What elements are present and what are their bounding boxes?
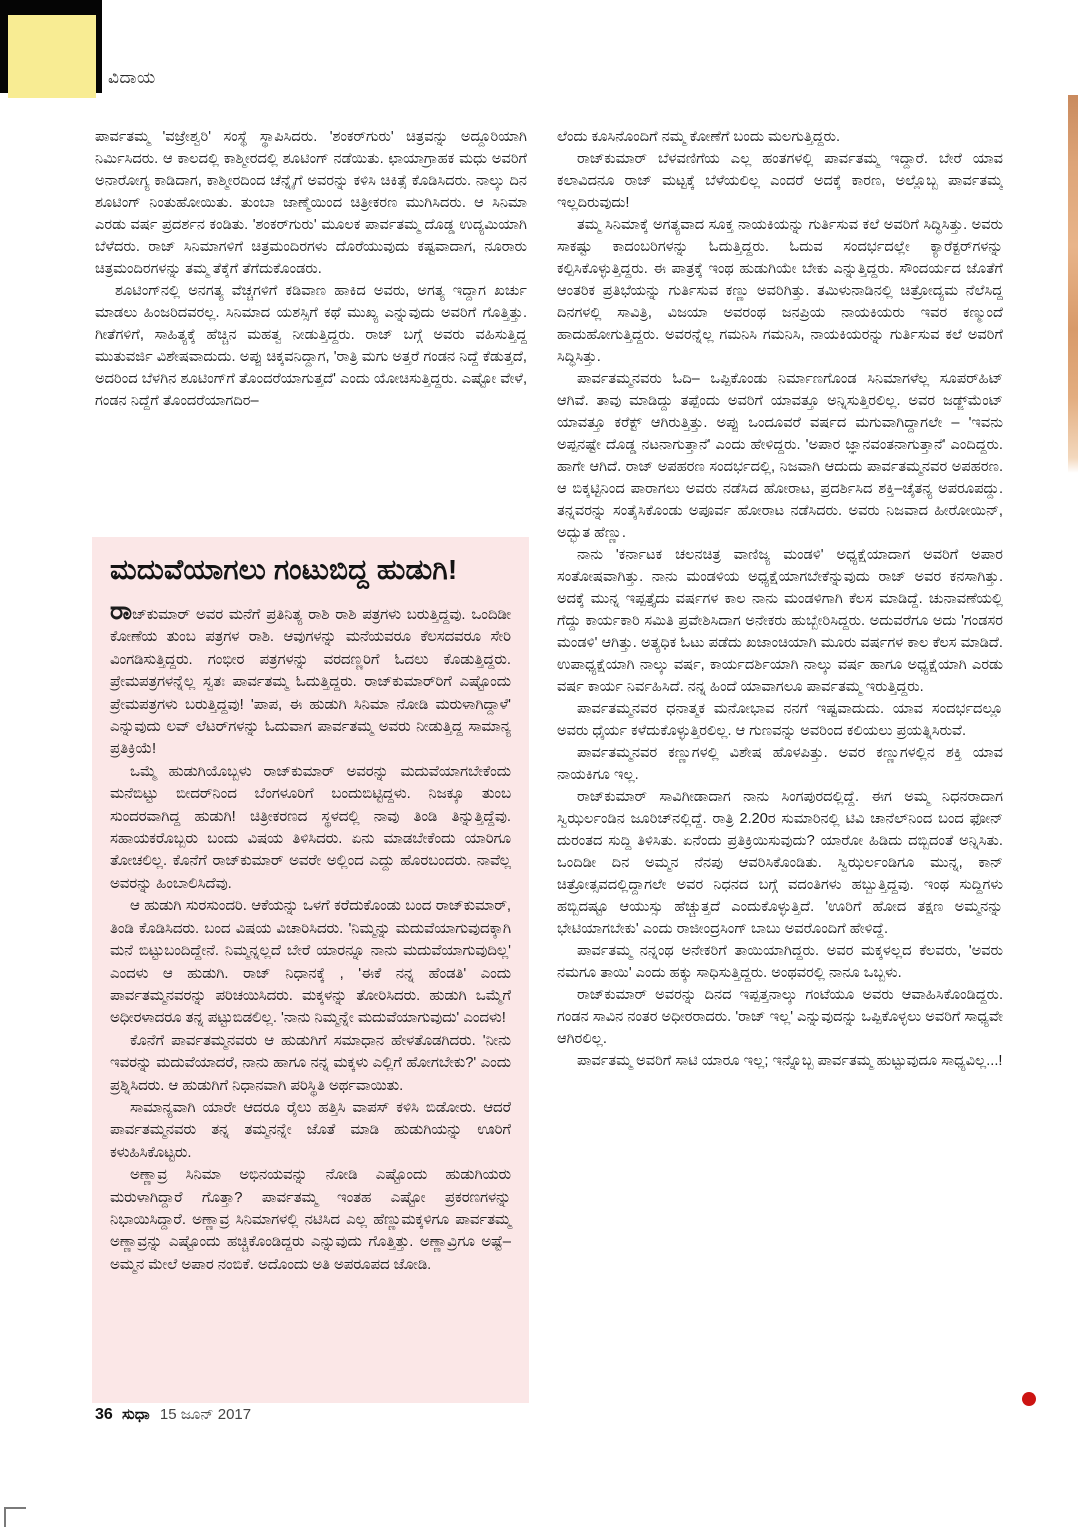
page-footer — [95, 1406, 251, 1424]
paragraph: ರಾಜ್‌ಕುಮಾರ್ ಬೆಳವಣಿಗೆಯ ಎಲ್ಲ ಹಂತಗಳಲ್ಲಿ ಪಾರ್ವತಮ್ಮ ಇದ್ದಾರೆ. ಬೇರೆ ಯಾವ ಕಲಾವಿದನೂ ರಾಜ್ ಮಟ್ಟಕ್ಕೆ ಬೆಳೆಯಲಿಲ್ಲ ಎಂದರೆ ಅದಕ್ಕೆ ಕಾರಣ, ಅಲ್ಲೊಬ್ಬ ಪಾರ್ವತಮ್ಮ ಇಲ್ಲದಿರುವುದು! — [557, 151, 1003, 211]
paragraph: ಪಾರ್ವತಮ್ಮ ನನ್ನಂಥ ಅನೇಕರಿಗೆ ತಾಯಿಯಾಗಿದ್ದರು. ಅವರ ಮಕ್ಕಳಲ್ಲದ ಕೆಲವರು, 'ಅವರು ನಮಗೂ ತಾಯಿ' ಎಂದು ಹಕ್ಕು ಸಾಧಿಸುತ್ತಿದ್ದರು. ಅಂಥವರಲ್ಲಿ ನಾನೂ ಒಬ್ಬಳು. — [557, 943, 1003, 981]
page-edge-photo-sliver — [1068, 95, 1078, 473]
paragraph: ಪಾರ್ವತಮ್ಮನವರ ಧನಾತ್ಮಕ ಮನೋಭಾವ ನನಗೆ ಇಷ್ಟವಾದುದು. ಯಾವ ಸಂದರ್ಭದಲ್ಲೂ ಅವರು ಧೈರ್ಯ ಕಳೆದುಕೊಳ್ಳುತ್ತಿರಲಿಲ್ಲ. ಆ ಗುಣವನ್ನು ಅವರಿಂದ ಕಲಿಯಲು ಪ್ರಯತ್ನಿಸಿರುವೆ. — [557, 701, 1003, 739]
drop-cap: ರಾ — [110, 597, 133, 625]
paragraph: ಸಾಮಾನ್ಯವಾಗಿ ಯಾರೇ ಆದರೂ ರೈಲು ಹತ್ತಿಸಿ ವಾಪಸ್ ಕಳಿಸಿ ಬಿಡೋರು. ಆದರೆ ಪಾರ್ವತಮ್ಮನವರು ತನ್ನ ತಮ್ಮನನ್ನೇ ಜೊತೆ ಮಾಡಿ ಹುಡುಗಿಯನ್ನು ಊರಿಗೆ ಕಳುಹಿಸಿಕೊಟ್ಟರು. — [110, 1099, 511, 1161]
highlight-box-title: ಮದುವೆಯಾಗಲು ಗಂಟುಬಿದ್ದ ಹುಡುಗಿ! — [110, 554, 458, 585]
paragraph: ಒಮ್ಮೆ ಹುಡುಗಿಯೊಬ್ಬಳು ರಾಜ್‌ಕುಮಾರ್ ಅವರನ್ನು ಮದುವೆಯಾಗಬೇಕೆಂದು ಮನೆಬಿಟ್ಟು ಬೀದರ್‌ನಿಂದ ಬೆಂಗಳೂರಿಗೆ ಬಂದುಬಿಟ್ಟಿದ್ದಳು. ನಿಜಕ್ಕೂ ತುಂಬ ಸುಂದರವಾಗಿದ್ದ ಹುಡುಗಿ! ಚಿತ್ರೀಕರಣದ ಸ್ಥಳದಲ್ಲಿ ನಾವು ತಿಂಡಿ ತಿನ್ನುತ್ತಿದ್ದೆವು. ಸಹಾಯಕರೊಬ್ಬರು ಬಂದು ವಿಷಯ ತಿಳಿಸಿದರು. ಏನು ಮಾಡಬೇಕೆಂದು ಯಾರಿಗೂ ತೋಚಲಿಲ್ಲ. ಕೊನೆಗೆ ರಾಜ್‌ಕುಮಾರ್ ಅವರೇ ಅಲ್ಲಿಂದ ಎದ್ದು ಹೊರಬಂದರು. ನಾವೆಲ್ಲ ಅವರನ್ನು ಹಿಂಬಾಲಿಸಿದೆವು. — [110, 763, 511, 892]
page-corner-yellow-block — [8, 15, 96, 98]
right-text-column — [557, 126, 1003, 1410]
paragraph: ಪಾರ್ವತಮ್ಮನವರ ಕಣ್ಣುಗಳಲ್ಲಿ ವಿಶೇಷ ಹೊಳಪಿತ್ತು. ಅವರ ಕಣ್ಣುಗಳಲ್ಲಿನ ಶಕ್ತಿ ಯಾವ ನಾಯಕಿಗೂ ಇಲ್ಲ. — [557, 745, 1003, 783]
paragraph — [110, 597, 511, 761]
paragraph: ಕೊನೆಗೆ ಪಾರ್ವತಮ್ಮನವರು ಆ ಹುಡುಗಿಗೆ ಸಮಾಧಾನ ಹೇಳತೊಡಗಿದರು. 'ನೀನು ಇವರನ್ನು ಮದುವೆಯಾದರೆ, ನಾನು ಹಾಗೂ ನನ್ನ ಮಕ್ಕಳು ಎಲ್ಲಿಗೆ ಹೋಗಬೇಕು?' ಎಂದು ಪ್ರಶ್ನಿಸಿದರು. ಆ ಹುಡುಗಿಗೆ ನಿಧಾನವಾಗಿ ಪರಿಸ್ಥಿತಿ ಅರ್ಥವಾಯಿತು. — [110, 1032, 511, 1094]
paragraph: ಆ ಹುಡುಗಿ ಸುರಸುಂದರಿ. ಆಕೆಯನ್ನು ಒಳಗೆ ಕರೆದುಕೊಂಡು ಬಂದ ರಾಜ್‌ಕುಮಾರ್, ತಿಂಡಿ ಕೊಡಿಸಿದರು. ಬಂದ ವಿಷಯ ವಿಚಾರಿಸಿದರು. 'ನಿಮ್ಮನ್ನು ಮದುವೆಯಾಗುವುದಕ್ಕಾಗಿ ಮನೆ ಬಿಟ್ಟುಬಂದಿದ್ದೇನೆ. ನಿಮ್ಮನ್ನಲ್ಲದೆ ಬೇರೆ ಯಾರನ್ನೂ ನಾನು ಮದುವೆಯಾಗುವುದಿಲ್ಲ' ಎಂದಳು ಆ ಹುಡುಗಿ. ರಾಜ್ ನಿಧಾನಕ್ಕೆ , 'ಈಕೆ ನನ್ನ ಹೆಂಡತಿ' ಎಂದು ಪಾರ್ವತಮ್ಮನವರನ್ನು ಪರಿಚಯಿಸಿದರು. ಮಕ್ಕಳನ್ನು ತೋರಿಸಿದರು. ಹುಡುಗಿ ಒಮ್ಮೆಗೆ ಅಧೀರಳಾದರೂ ತನ್ನ ಪಟ್ಟುಬಿಡಲಿಲ್ಲ. 'ನಾನು ನಿಮ್ಮನ್ನೇ ಮದುವೆಯಾಗುವುದು' ಎಂದಳು! — [110, 898, 511, 1027]
page-number: 36 — [95, 1406, 113, 1423]
paragraph: ನಾನು 'ಕರ್ನಾಟಕ ಚಲನಚಿತ್ರ ವಾಣಿಜ್ಯ ಮಂಡಳಿ' ಅಧ್ಯಕ್ಷೆಯಾದಾಗ ಅವರಿಗೆ ಅಪಾರ ಸಂತೋಷವಾಗಿತ್ತು. ನಾನು ಮಂಡಳಿಯ ಅಧ್ಯಕ್ಷೆಯಾಗಬೇಕೆನ್ನುವುದು ರಾಜ್ ಅವರ ಕನಸಾಗಿತ್ತು. ಅದಕ್ಕೆ ಮುನ್ನ ಇಪ್ಪತ್ತೈದು ವರ್ಷಗಳ ಕಾಲ ನಾನು ಮಂಡಳಿಗಾಗಿ ಕೆಲಸ ಮಾಡಿದ್ದೆ. ಚುನಾವಣೆಯಲ್ಲಿ ಗೆದ್ದು ಕಾರ್ಯಕಾರಿ ಸಮಿತಿ ಪ್ರವೇಶಿಸಿದಾಗ ಅನೇಕರು ಹುಬ್ಬೇರಿಸಿದ್ದರು. ಅದುವರೆಗೂ ಅದು 'ಗಂಡಸರ ಮಂಡಳಿ' ಆಗಿತ್ತು. ಅತ್ಯಧಿಕ ಓಟು ಪಡೆದು ಖಜಾಂಚಿಯಾಗಿ ಮೂರು ವರ್ಷಗಳ ಕಾಲ ಕೆಲಸ ಮಾಡಿದೆ. ಉಪಾಧ್ಯಕ್ಷೆಯಾಗಿ ನಾಲ್ಕು ವರ್ಷ, ಕಾರ್ಯದರ್ಶಿಯಾಗಿ ನಾಲ್ಕು ವರ್ಷ ಹಾಗೂ ಅಧ್ಯಕ್ಷೆಯಾಗಿ ಎರಡು ವರ್ಷ ಕಾರ್ಯ ನಿರ್ವಹಿಸಿದೆ. ನನ್ನ ಹಿಂದೆ ಯಾವಾಗಲೂ ಪಾರ್ವತಮ್ಮ ಇರುತ್ತಿದ್ದರು. — [557, 547, 1003, 695]
paragraph: ಶೂಟಿಂಗ್‌ನಲ್ಲಿ ಅನಗತ್ಯ ವೆಚ್ಚಗಳಿಗೆ ಕಡಿವಾಣ ಹಾಕಿದ ಅವರು, ಅಗತ್ಯ ಇದ್ದಾಗ ಖರ್ಚು ಮಾಡಲು ಹಿಂಜರಿದವರಲ್ಲ. ಸಿನಿಮಾದ ಯಶಸ್ಸಿಗೆ ಕಥೆ ಮುಖ್ಯ ಎನ್ನುವುದು ಅವರಿಗೆ ಗೊತ್ತಿತ್ತು. ಗೀತೆಗಳಿಗೆ, ಸಾಹಿತ್ಯಕ್ಕೆ ಹೆಚ್ಚಿನ ಮಹತ್ವ ನೀಡುತ್ತಿದ್ದರು. ರಾಜ್ ಬಗ್ಗೆ ಅವರು ವಹಿಸುತ್ತಿದ್ದ ಮುತುವರ್ಜಿ ವಿಶೇಷವಾದುದು. ಅಪ್ಪು ಚಿಕ್ಕವನಿದ್ದಾಗ, 'ರಾತ್ರಿ ಮಗು ಅತ್ತರೆ ಗಂಡನ ನಿದ್ದೆ ಕೆಡುತ್ತದೆ, ಅದರಿಂದ ಬೆಳಗಿನ ಶೂಟಿಂಗ್‌ಗೆ ತೊಂದರೆಯಾಗುತ್ತದೆ' ಎಂದು ಯೋಚಿಸುತ್ತಿದ್ದರು. ಎಷ್ಟೋ ವೇಳೆ, ಗಂಡನ ನಿದ್ದೆಗೆ ತೊಂದರೆಯಾಗದಿರ– — [95, 283, 527, 409]
highlight-box — [92, 537, 529, 1403]
paragraph: ಲೆಂದು ಕೂಸಿನೊಂದಿಗೆ ನಮ್ಮ ಕೋಣೆಗೆ ಬಂದು ಮಲಗುತ್ತಿದ್ದರು. — [557, 129, 841, 145]
paragraph: ಪಾರ್ವತಮ್ಮ 'ವಜ್ರೇಶ್ವರಿ' ಸಂಸ್ಥೆ ಸ್ಥಾಪಿಸಿದರು. 'ಶಂಕರ್‌ಗುರು' ಚಿತ್ರವನ್ನು ಅದ್ದೂರಿಯಾಗಿ ನಿರ್ಮಿಸಿದರು. ಆ ಕಾಲದಲ್ಲಿ ಕಾಶ್ಮೀರದಲ್ಲಿ ಶೂಟಿಂಗ್ ನಡೆಯಿತು. ಛಾಯಾಗ್ರಾಹಕ ಮಧು ಅವರಿಗೆ ಅನಾರೋಗ್ಯ ಕಾಡಿದಾಗ, ಕಾಶ್ಮೀರದಿಂದ ಚೆನ್ನೈಗೆ ಅವರನ್ನು ಕಳಿಸಿ ಚಿಕಿತ್ಸೆ ಕೊಡಿಸಿದರು. ನಾಲ್ಕು ದಿನ ಶೂಟಿಂಗ್ ನಿಂತುಹೋಯಿತು. ತುಂಬಾ ಜಾಣ್ಮೆಯಿಂದ ಚಿತ್ರೀಕರಣ ಮುಗಿಸಿದರು. ಆ ಸಿನಿಮಾ ಎರಡು ವರ್ಷ ಪ್ರದರ್ಶನ ಕಂಡಿತು. 'ಶಂಕರ್‌ಗುರು' ಮೂಲಕ ಪಾರ್ವತಮ್ಮ ದೊಡ್ಡ ಉದ್ಯಮಿಯಾಗಿ ಬೆಳೆದರು. ರಾಜ್ ಸಿನಿಮಾಗಳಿಗೆ ಚಿತ್ರಮಂದಿರಗಳು ದೊರೆಯುವುದು ಕಷ್ಟವಾದಾಗ, ನೂರಾರು ಚಿತ್ರಮಂದಿರಗಳನ್ನು ತಮ್ಮ ತೆಕ್ಕೆಗೆ ತೆಗೆದುಕೊಂಡರು. — [95, 129, 527, 277]
article-end-dot-icon — [1022, 1392, 1036, 1406]
section-label: ವಿದಾಯ — [108, 68, 156, 87]
magazine-name: ಸುಧಾ — [121, 1406, 150, 1423]
paragraph: ಅಣ್ಣಾವ್ರ ಸಿನಿಮಾ ಅಭಿನಯವನ್ನು ನೋಡಿ ಎಷ್ಟೊಂದು ಹುಡುಗಿಯರು ಮರುಳಾಗಿದ್ದಾರೆ ಗೊತ್ತಾ? ಪಾರ್ವತಮ್ಮ ಇಂತಹ ಎಷ್ಟೋ ಪ್ರಕರಣಗಳನ್ನು ನಿಭಾಯಿಸಿದ್ದಾರೆ. ಅಣ್ಣಾವ್ರ ಸಿನಿಮಾಗಳಲ್ಲಿ ನಟಿಸಿದ ಎಲ್ಲ ಹೆಣ್ಣುಮಕ್ಕಳಿಗೂ ಪಾರ್ವತಮ್ಮ ಅಣ್ಣಾವ್ರನ್ನು ಎಷ್ಟೊಂದು ಹಚ್ಚಿಕೊಂಡಿದ್ದರು ಎನ್ನುವುದು ಗೊತ್ತಿತ್ತು. ಅಣ್ಣಾವ್ರಿಗೂ ಅಷ್ಟೆ– ಅಮ್ಮನ ಮೇಲೆ ಅಪಾರ ನಂಬಿಕೆ. ಅದೊಂದು ಅತಿ ಅಪರೂಪದ ಜೋಡಿ. — [110, 1167, 511, 1273]
paragraph: ಪಾರ್ವತಮ್ಮ ಅವರಿಗೆ ಸಾಟಿ ಯಾರೂ ಇಲ್ಲ; ಇನ್ನೊಬ್ಬ ಪಾರ್ವತಮ್ಮ ಹುಟ್ಟುವುದೂ ಸಾಧ್ಯವಿಲ್ಲ...! — [577, 1053, 1003, 1069]
crop-mark-icon — [4, 1507, 26, 1527]
paragraph: ಪಾರ್ವತಮ್ಮನವರು ಓದಿ– ಒಪ್ಪಿಕೊಂಡು ನಿರ್ಮಾಣಗೊಂಡ ಸಿನಿಮಾಗಳೆಲ್ಲ ಸೂಪರ್‌ಹಿಟ್ ಆಗಿವೆ. ತಾವು ಮಾಡಿದ್ದು ತಪ್ಪೆಂದು ಅವರಿಗೆ ಯಾವತ್ತೂ ಅನ್ನಿಸುತ್ತಿರಲಿಲ್ಲ. ಅವರ ಜಡ್ಜ್‌ಮೆಂಟ್ ಯಾವತ್ತೂ ಕರೆಕ್ಟ್ ಆಗಿರುತ್ತಿತ್ತು. ಅಪ್ಪು ಒಂದೂವರೆ ವರ್ಷದ ಮಗುವಾಗಿದ್ದಾಗಲೇ – 'ಇವನು ಅಪ್ಪನಷ್ಟೇ ದೊಡ್ಡ ನಟನಾಗುತ್ತಾನೆ' ಎಂದು ಹೇಳಿದ್ದರು. 'ಅಪಾರ ಜ್ಞಾನವಂತನಾಗುತ್ತಾನೆ' ಎಂದಿದ್ದರು. ಹಾಗೇ ಆಗಿದೆ. ರಾಜ್ ಅಪಹರಣ ಸಂದರ್ಭದಲ್ಲಿ, ನಿಜವಾಗಿ ಆದುದು ಪಾರ್ವತಮ್ಮನವರ ಅಪಹರಣ. ಆ ಬಿಕ್ಕಟ್ಟಿನಿಂದ ಪಾರಾಗಲು ಅವರು ನಡೆಸಿದ ಹೋರಾಟ, ಪ್ರದರ್ಶಿಸಿದ ಶಕ್ತಿ–ಚೈತನ್ಯ ಅಪರೂಪದ್ದು. ತನ್ನವರನ್ನು ಸಂತೈಸಿಕೊಂಡು ಅಪೂರ್ವ ಹೋರಾಟ ನಡೆಸಿದರು. ಅವರು ನಿಜವಾದ ಹೀರೋಯಿನ್, ಅದ್ಭುತ ಹೆಣ್ಣು. — [557, 371, 1003, 541]
paragraph-text: ಜ್‌ಕುಮಾರ್ ಅವರ ಮನೆಗೆ ಪ್ರತಿನಿತ್ಯ ರಾಶಿ ರಾಶಿ ಪತ್ರಗಳು ಬರುತ್ತಿದ್ದವು. ಒಂದಿಡೀ ಕೋಣೆಯ ತುಂಬ ಪತ್ರಗಳ ರಾಶಿ. ಆವುಗಳನ್ನು ಮನೆಯವರೂ ಕೆಲಸದವರೂ ಸೇರಿ ವಿಂಗಡಿಸುತ್ತಿದ್ದರು. ಗಂಭೀರ ಪತ್ರಗಳನ್ನು ವರದಣ್ಣರಿಗೆ ಓದಲು ಕೊಡುತ್ತಿದ್ದರು. ಪ್ರೇಮಪತ್ರಗಳನ್ನೆಲ್ಲ ಸ್ವತಃ ಪಾರ್ವತಮ್ಮ ಓದುತ್ತಿದ್ದರು. ರಾಜ್‌ಕುಮಾರ್‌ರಿಗೆ ಎಷ್ಟೊಂದು ಪ್ರೇಮಪತ್ರಗಳು ಬರುತ್ತಿದ್ದವು! 'ಪಾಪ, ಈ ಹುಡುಗಿ ಸಿನಿಮಾ ನೋಡಿ ಮರುಳಾಗಿದ್ದಾಳೆ' ಎನ್ನುವುದು ಲವ್ ಲೆಟರ್‌ಗಳನ್ನು ಓದುವಾಗ ಪಾರ್ವತಮ್ಮ ಅವರು ನೀಡುತ್ತಿದ್ದ ಸಾಮಾನ್ಯ ಪ್ರತಿಕ್ರಿಯೆ! — [110, 607, 511, 758]
paragraph: ತಮ್ಮ ಸಿನಿಮಾಕ್ಕೆ ಅಗತ್ಯವಾದ ಸೂಕ್ತ ನಾಯಕಿಯನ್ನು ಗುರ್ತಿಸುವ ಕಲೆ ಅವರಿಗೆ ಸಿದ್ಧಿಸಿತ್ತು. ಅವರು ಸಾಕಷ್ಟು ಕಾದಂಬರಿಗಳನ್ನು ಓದುತ್ತಿದ್ದರು. ಓದುವ ಸಂದರ್ಭದಲ್ಲೇ ಕ್ಯಾರೆಕ್ಟರ್‌ಗಳನ್ನು ಕಲ್ಪಿಸಿಕೊಳ್ಳುತ್ತಿದ್ದರು. ಈ ಪಾತ್ರಕ್ಕೆ ಇಂಥ ಹುಡುಗಿಯೇ ಬೇಕು ಎನ್ನುತ್ತಿದ್ದರು. ಸೌಂದರ್ಯದ ಜೊತೆಗೆ ಆಂತರಿಕ ಪ್ರತಿಭೆಯನ್ನು ಗುರ್ತಿಸುವ ಕಣ್ಣು ಅವರಿಗಿತ್ತು. ತಮಿಳುನಾಡಿನಲ್ಲಿ ಚಿತ್ರೋದ್ಯಮ ನೆಲೆಸಿದ್ದ ದಿನಗಳಲ್ಲಿ ಸಾವಿತ್ರಿ, ವಿಜಯಾ ಅವರಂಥ ಜನಪ್ರಿಯ ನಾಯಕಿಯರು ಇವರ ಕಣ್ಮುಂದೆ ಹಾದುಹೋಗುತ್ತಿದ್ದರು. ಅವರನ್ನೆಲ್ಲ ಗಮನಿಸಿ ಗಮನಿಸಿ, ನಾಯಕಿಯರನ್ನು ಗುರ್ತಿಸುವ ಕಲೆ ಅವರಿಗೆ ಸಿದ್ಧಿಸಿತ್ತು. — [557, 217, 1003, 365]
left-text-column — [95, 126, 527, 508]
paragraph: ರಾಜ್‌ಕುಮಾರ್ ಸಾವಿಗೀಡಾದಾಗ ನಾನು ಸಿಂಗಪುರದಲ್ಲಿದ್ದೆ. ಈಗ ಅಮ್ಮ ನಿಧನರಾದಾಗ ಸ್ವಿಝರ್ಲಂಡಿನ ಜೂರಿಚ್‌ನಲ್ಲಿದ್ದೆ. ರಾತ್ರಿ 2.20ರ ಸುಮಾರಿನಲ್ಲಿ ಟಿವಿ ಚಾನೆಲ್‌ನಿಂದ ಬಂದ ಫೋನ್ ದುರಂತದ ಸುದ್ದಿ ತಿಳಿಸಿತು. ಏನೆಂದು ಪ್ರತಿಕ್ರಿಯಿಸುವುದು? ಯಾರೋ ಹಿಡಿದು ದಬ್ಬಿದಂತೆ ಅನ್ನಿಸಿತು. ಒಂದಿಡೀ ದಿನ ಅಮ್ಮನ ನೆನಪು ಆವರಿಸಿಕೊಂಡಿತು. ಸ್ವಿಝರ್ಲಂಡಿಗೂ ಮುನ್ನ, ಕಾನ್ ಚಿತ್ರೋತ್ಸವದಲ್ಲಿದ್ದಾಗಲೇ ಅವರ ನಿಧನದ ಬಗ್ಗೆ ವದಂತಿಗಳು ಹಬ್ಬುತ್ತಿದ್ದವು. ಇಂಥ ಸುದ್ದಿಗಳು ಹಬ್ಬಿದಷ್ಟೂ ಆಯುಸ್ಸು ಹೆಚ್ಚುತ್ತದೆ ಎಂದುಕೊಳ್ಳುತ್ತಿದೆ. 'ಊರಿಗೆ ಹೋದ ತಕ್ಷಣ ಅಮ್ಮನನ್ನು ಭೇಟಿಯಾಗಬೇಕು' ಎಂದು ರಾಜೀಂದ್ರಸಿಂಗ್ ಬಾಬು ಅವರೊಂದಿಗೆ ಹೇಳಿದ್ದೆ. — [557, 789, 1003, 937]
issue-date: 15 ಜೂನ್ 2017 — [159, 1406, 252, 1423]
paragraph: ರಾಜ್‌ಕುಮಾರ್ ಅವರನ್ನು ದಿನದ ಇಪ್ಪತ್ತನಾಲ್ಕು ಗಂಟೆಯೂ ಅವರು ಆವಾಹಿಸಿಕೊಂಡಿದ್ದರು. ಗಂಡನ ಸಾವಿನ ನಂತರ ಅಧೀರರಾದರು. 'ರಾಜ್ ಇಲ್ಲ' ಎನ್ನುವುದನ್ನು ಒಪ್ಪಿಕೊಳ್ಳಲು ಅವರಿಗೆ ಸಾಧ್ಯವೇ ಆಗಿರಲಿಲ್ಲ. — [557, 987, 1003, 1047]
